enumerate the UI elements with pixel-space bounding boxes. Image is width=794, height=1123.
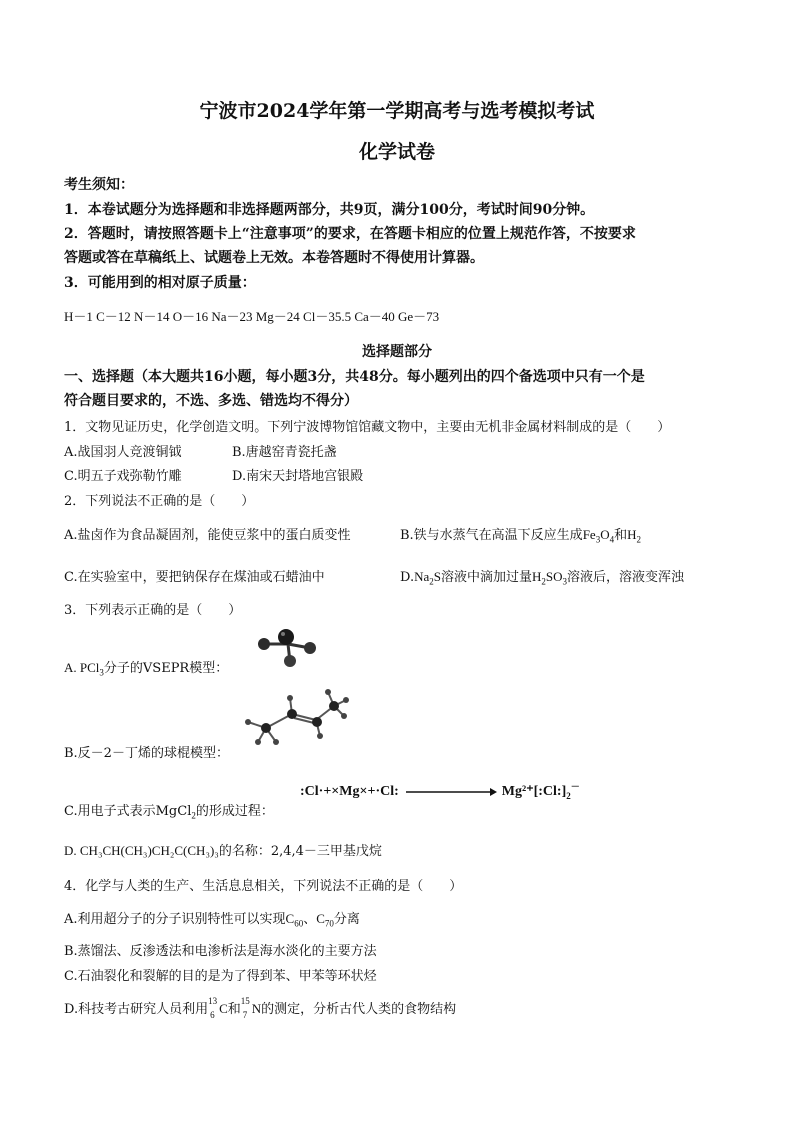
q2-stem: 2．下列说法不正确的是（ ） xyxy=(64,494,255,509)
section-heading: 选择题部分 xyxy=(362,344,432,360)
notice-item-1: 1．本卷试题分为选择题和非选择题两部分，共9页，满分100分，考试时间90分钟。 xyxy=(64,202,595,218)
q1-option-b: B.唐越窑青瓷托盏 xyxy=(232,445,337,460)
atomic-masses: H－1 C－12 N－14 O－16 Na－23 Mg－24 Cl－35.5 Ca－40 Ge－73 xyxy=(64,309,440,324)
q1-option-a: A.战国羽人竞渡铜钺 xyxy=(64,445,182,460)
vsepr-model-image xyxy=(252,624,324,668)
q3-option-b: B.反－2－丁烯的球棍模型： xyxy=(64,746,229,761)
q2-option-b: B.铁与水蒸气在高温下反应生成$Fe_3O_4$和$H_2$ xyxy=(400,527,641,545)
notice-item-2: 2．答题时，请按照答题卡上“注意事项”的要求，在答题卡相应的位置上规范作答，不按要求 xyxy=(64,226,636,242)
part-one-line-1: 一、选择题（本大题共16小题，每小题3分，共48分。每小题列出的四个备选项中只有一个是 xyxy=(64,369,645,385)
q2-option-d: $D.Na_2S$溶液中滴加过量$H_2SO_3$溶液后，溶液变浑浊 xyxy=(400,569,685,587)
q1-option-d: D.南宋天封塔地宫银殿 xyxy=(232,469,364,484)
q4-option-d: D.科技考古研究人员利用 13 6 C和 15 7 N的测定，分析古代人类的食物结构 xyxy=(64,996,457,1020)
q2-option-a: A.盐卤作为食品凝固剂，能使豆浆中的蛋白质变性 xyxy=(64,528,351,543)
trans-2-butene-ball-stick-image xyxy=(236,686,350,752)
q4-option-b: B.蒸馏法、反渗透法和电渗析法是海水淡化的主要方法 xyxy=(64,944,377,959)
exam-subtitle: 化学试卷 xyxy=(358,141,435,163)
part-one-line-2: 符合题目要求的，不选、多选、错选均不得分） xyxy=(64,393,358,409)
q3-option-c: C.用电子式表示MgCl$_2$的形成过程： xyxy=(64,804,274,821)
q3-option-a: A. PCl$_3$分子的VSEPR模型： xyxy=(64,660,229,678)
q3-option-d: D. CH₃CH(CH₃)CH₂C(CH₃)₃的名称：2,4,4－三甲基戊烷 xyxy=(64,843,382,859)
q4-stem: 4．化学与人类的生产、生活息息相关，下列说法不正确的是（ ） xyxy=(64,879,463,894)
q1-stem: 1．文物见证历史，化学创造文明。下列宁波博物馆馆藏文物中，主要由无机非金属材料制成的是（ ） xyxy=(64,420,671,435)
notice-item-3: 3．可能用到的相对原子质量： xyxy=(64,275,256,291)
reaction-arrow-icon xyxy=(402,785,498,799)
mgcl2-formation-equation: :Cl·+×Mg×+·Cl: $Mg^{2+}[:Cl:]_2^-$ xyxy=(300,781,580,801)
q1-option-c: C.明五子戏弥勒竹雕 xyxy=(64,469,182,484)
notice-item-2-cont: 答题或答在草稿纸上、试题卷上无效。本卷答题时不得使用计算器。 xyxy=(64,250,484,266)
notice-heading: 考生须知： xyxy=(64,177,134,193)
q4-option-c: C.石油裂化和裂解的目的是为了得到苯、甲苯等环状烃 xyxy=(64,969,377,984)
q3-stem: 3．下列表示正确的是（ ） xyxy=(64,603,242,618)
exam-title: 宁波市2024学年第一学期高考与选考模拟考试 xyxy=(199,100,595,122)
q2-option-c: C.在实验室中，要把钠保存在煤油或石蜡油中 xyxy=(64,570,325,585)
q4-option-a: A.利用超分子的分子识别特性可以实现$C_{60}$、$C_{70}$分离 xyxy=(64,911,360,929)
